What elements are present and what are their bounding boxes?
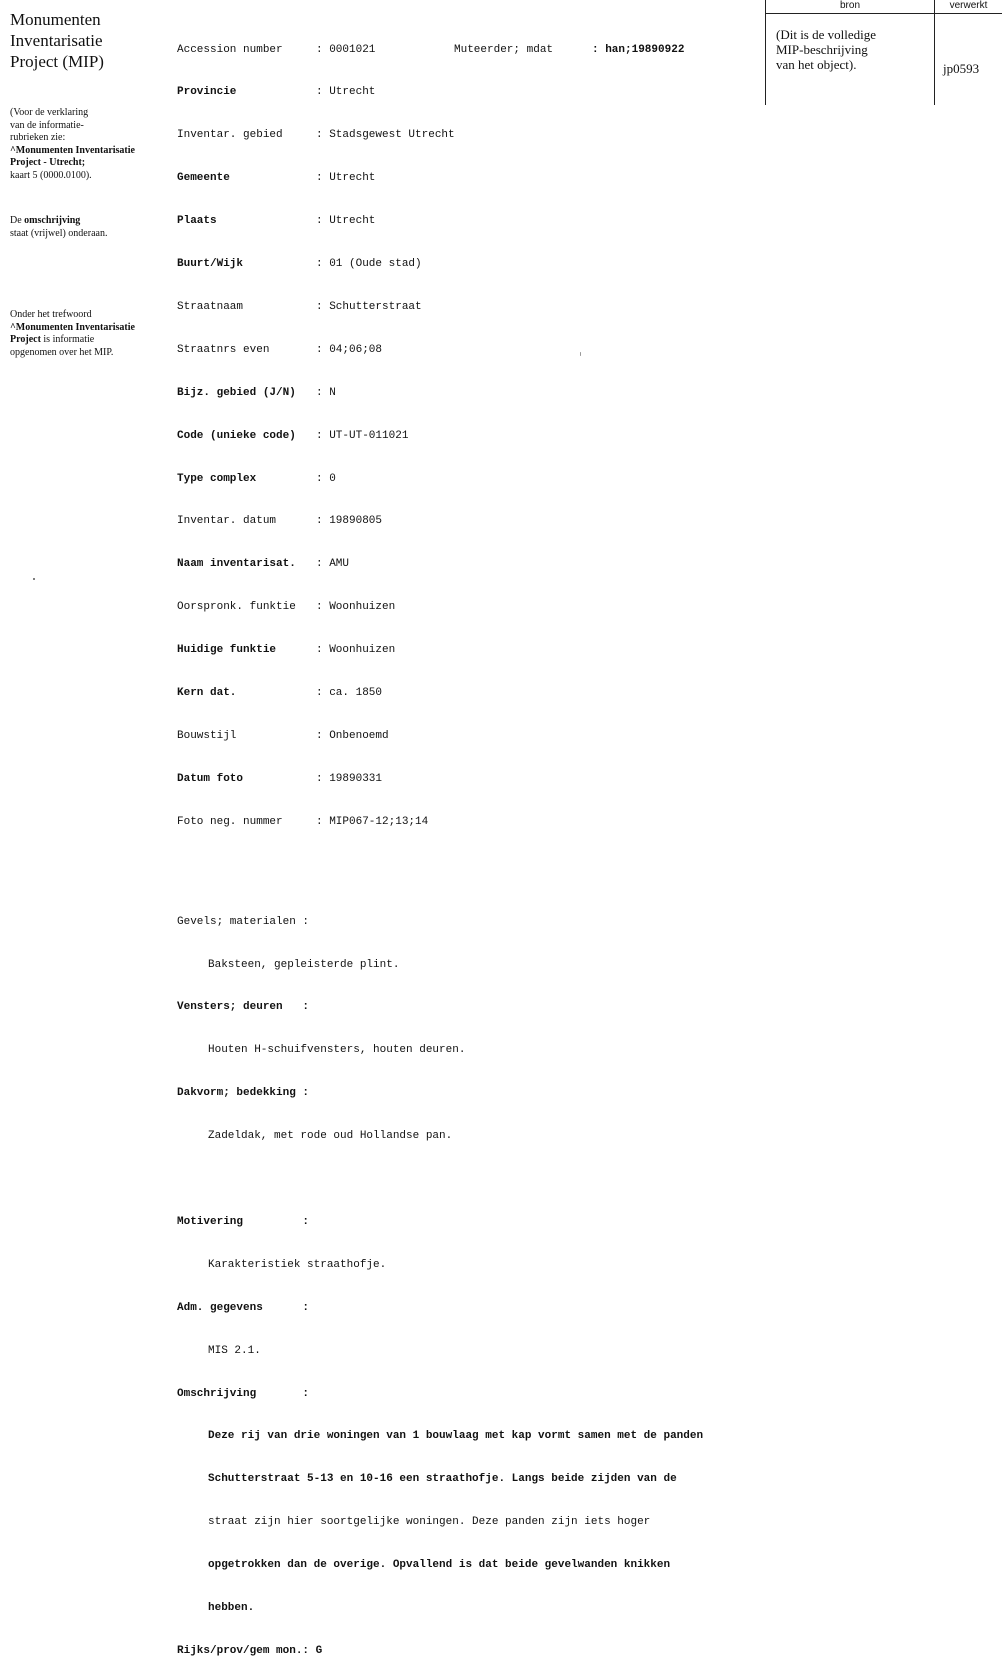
record-row bbox=[177, 171, 703, 185]
field-value: : Utrecht bbox=[316, 86, 376, 99]
field-label: Straatnrs even bbox=[177, 343, 270, 356]
note-bold: omschrijving bbox=[24, 215, 81, 226]
field-value: : Onbenoemd bbox=[316, 729, 389, 742]
record-block bbox=[177, 14, 703, 1672]
dakvorm-text: Zadeldak, met rode oud Hollandse pan. bbox=[208, 1130, 453, 1143]
bron-line: MIP-beschrijving bbox=[776, 42, 868, 57]
document-title bbox=[10, 9, 170, 72]
note-line: opgenomen over het MIP. bbox=[10, 346, 114, 358]
scan-speck bbox=[33, 578, 35, 580]
field-label: Gemeente bbox=[177, 172, 230, 185]
omschrijving-line: Deze rij van drie woningen van 1 bouwlaag met kap vormt samen met de panden bbox=[208, 1430, 704, 1443]
record-row bbox=[177, 600, 703, 614]
record-row bbox=[177, 85, 703, 99]
motivering-text: Karakteristiek straathofje. bbox=[208, 1258, 387, 1271]
mip-note bbox=[10, 309, 165, 359]
record-row bbox=[177, 343, 703, 357]
note-line: rubrieken zie: bbox=[10, 132, 66, 143]
omschrijving-line: hebben. bbox=[208, 1601, 255, 1614]
gevels-label: Gevels; materialen : bbox=[177, 915, 310, 928]
field-value: : 0001021 bbox=[316, 43, 376, 56]
note-text: is informatie bbox=[40, 334, 95, 345]
note-line: Project - Utrecht; bbox=[10, 157, 86, 168]
field-value: : 0 bbox=[316, 472, 336, 485]
field-label: Type complex bbox=[177, 472, 257, 485]
bron-text bbox=[776, 27, 926, 72]
record-row bbox=[177, 686, 703, 700]
bron-verwerkt-table bbox=[765, 0, 1002, 105]
field-value: : Stadsgewest Utrecht bbox=[316, 129, 455, 142]
field-value: : AMU bbox=[316, 558, 350, 571]
muteerder-label: Muteerder; mdat bbox=[454, 43, 554, 56]
omschrijving-line: opgetrokken dan de overige. Opvallend is dat beide gevelwanden knikken bbox=[208, 1559, 671, 1572]
verwerkt-header: verwerkt bbox=[935, 0, 1002, 14]
record-row bbox=[177, 557, 703, 571]
field-label: Naam inventarisat. bbox=[177, 558, 296, 571]
record-row bbox=[177, 729, 703, 743]
vensters-text: Houten H-schuifvensters, houten deuren. bbox=[208, 1044, 466, 1057]
record-row bbox=[177, 815, 703, 829]
record-row bbox=[177, 643, 703, 657]
omschrijving-line: Schutterstraat 5-13 en 10-16 een straathofje. Langs beide zijden van de bbox=[208, 1473, 677, 1486]
note-line: ^Monumenten Inventarisatie bbox=[10, 144, 135, 156]
field-label: Kern dat. bbox=[177, 686, 237, 699]
explanation-note bbox=[10, 107, 165, 182]
field-value: : Utrecht bbox=[316, 172, 376, 185]
field-value: : UT-UT-011021 bbox=[316, 429, 409, 442]
field-value: : Woonhuizen bbox=[316, 644, 396, 657]
field-label: Code (unieke code) bbox=[177, 429, 296, 442]
verwerkt-value: jp0593 bbox=[943, 61, 980, 76]
record-row bbox=[177, 300, 703, 314]
title-line: Inventarisatie bbox=[10, 31, 103, 50]
adm-text: MIS 2.1. bbox=[208, 1344, 261, 1357]
field-value: : ca. 1850 bbox=[316, 686, 383, 699]
muteerder-value: : han;19890922 bbox=[592, 43, 685, 56]
scan-speck bbox=[580, 352, 581, 356]
field-value: : N bbox=[316, 386, 336, 399]
bron-line: (Dit is de volledige bbox=[776, 27, 877, 42]
field-label: Inventar. datum bbox=[177, 515, 277, 528]
note-line: van de informatie- bbox=[10, 119, 84, 131]
record-row bbox=[177, 257, 703, 271]
record-row bbox=[177, 472, 703, 486]
field-label: Accession number bbox=[177, 43, 283, 56]
field-label: Datum foto bbox=[177, 772, 244, 785]
description-note bbox=[10, 215, 165, 240]
record-row bbox=[177, 214, 703, 228]
gevels-text: Baksteen, gepleisterde plint. bbox=[208, 958, 400, 971]
note-line: Onder het trefwoord bbox=[10, 309, 92, 320]
field-value: : 01 (Oude stad) bbox=[316, 258, 422, 271]
adm-label: Adm. gegevens : bbox=[177, 1301, 310, 1314]
field-label: Inventar. gebied bbox=[177, 129, 283, 142]
note-line: kaart 5 (0000.0100). bbox=[10, 169, 92, 181]
rijks-label: Rijks/prov/gem mon.: G bbox=[177, 1644, 323, 1657]
field-label: Huidige funktie bbox=[177, 644, 277, 657]
record-row bbox=[177, 128, 703, 142]
title-line: Monumenten bbox=[10, 10, 101, 29]
field-label: Foto neg. nummer bbox=[177, 815, 283, 828]
field-value: : MIP067-12;13;14 bbox=[316, 815, 429, 828]
record-row bbox=[177, 429, 703, 443]
vensters-label: Vensters; deuren : bbox=[177, 1001, 310, 1014]
column-divider bbox=[934, 0, 935, 105]
field-value: : 19890331 bbox=[316, 772, 383, 785]
record-row bbox=[177, 772, 703, 786]
field-label: Bouwstijl bbox=[177, 729, 237, 742]
note-line: ^Monumenten Inventarisatie bbox=[10, 321, 135, 333]
field-value: : Woonhuizen bbox=[316, 601, 396, 614]
omschrijving-line: straat zijn hier soortgelijke woningen. Deze panden zijn iets hoger bbox=[208, 1516, 651, 1529]
note-line: (Voor de verklaring bbox=[10, 107, 89, 118]
record-row bbox=[177, 43, 703, 57]
note-bold: Project bbox=[10, 334, 41, 345]
motivering-label: Motivering : bbox=[177, 1215, 310, 1228]
note-text: De bbox=[10, 215, 25, 226]
field-label: Plaats bbox=[177, 215, 217, 228]
dakvorm-label: Dakvorm; bedekking : bbox=[177, 1087, 310, 1100]
omschrijving-label: Omschrijving : bbox=[177, 1387, 310, 1400]
record-row bbox=[177, 386, 703, 400]
field-label: Buurt/Wijk bbox=[177, 258, 244, 271]
field-value: : Schutterstraat bbox=[316, 300, 422, 313]
field-value: : Utrecht bbox=[316, 215, 376, 228]
bron-line: van het object). bbox=[776, 57, 857, 72]
bron-header: bron bbox=[766, 0, 934, 14]
field-value: : 04;06;08 bbox=[316, 343, 383, 356]
field-label: Straatnaam bbox=[177, 300, 244, 313]
field-label: Oorspronk. funktie bbox=[177, 601, 296, 614]
note-line: staat (vrijwel) onderaan. bbox=[10, 227, 108, 239]
field-label: Provincie bbox=[177, 86, 237, 99]
record-row bbox=[177, 514, 703, 528]
field-label: Bijz. gebied (J/N) bbox=[177, 386, 296, 399]
title-line: Project (MIP) bbox=[10, 52, 104, 71]
field-value: : 19890805 bbox=[316, 515, 383, 528]
